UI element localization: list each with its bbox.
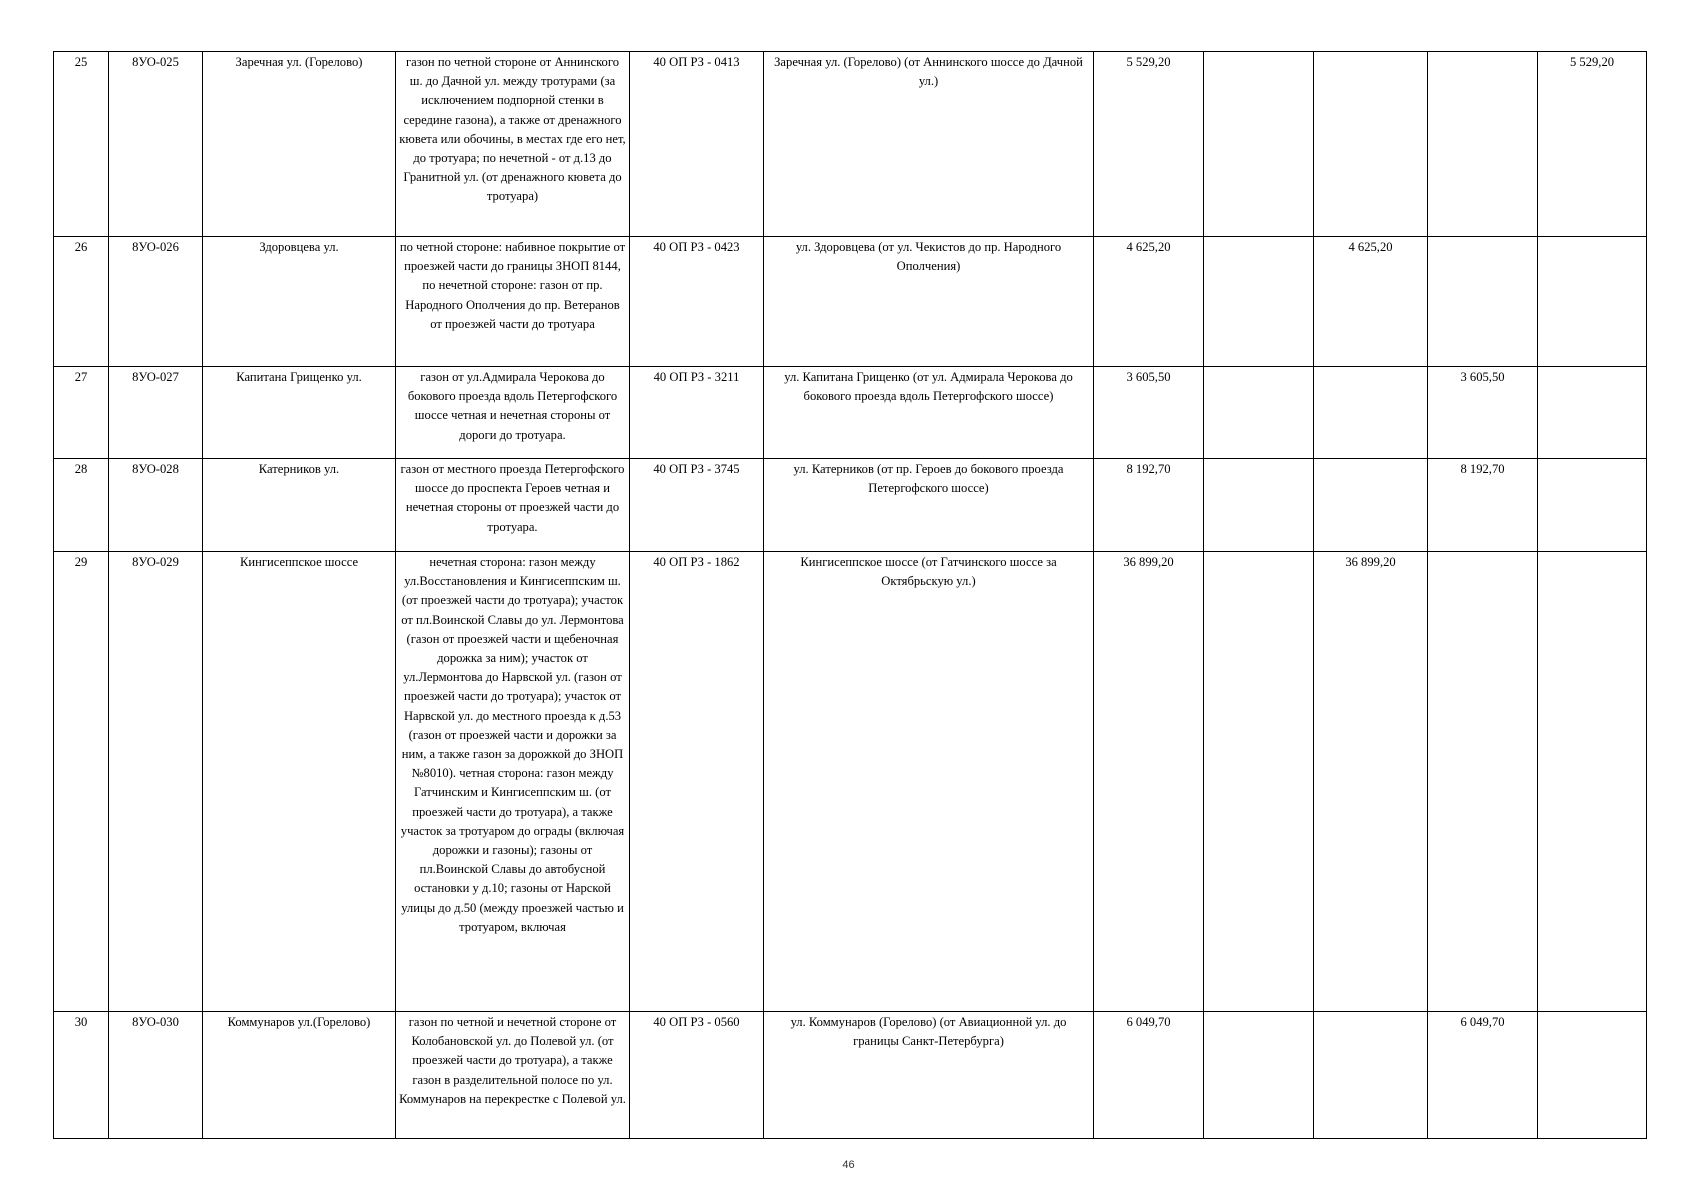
cell-area-col-4 [1538,367,1647,459]
table-row [54,237,1647,367]
cell-area-col-4 [1538,552,1647,1012]
cell-road-id: 40 ОП РЗ - 3211 [630,367,764,459]
cell-area-col-3: 3 605,50 [1428,367,1538,459]
cell-row-number: 27 [54,367,109,459]
cell-area-col-2 [1314,459,1428,552]
cell-area-col-1 [1204,459,1314,552]
cell-area-col-3: 8 192,70 [1428,459,1538,552]
cell-area-total: 6 049,70 [1094,1012,1204,1139]
cell-description-wrap [396,552,630,1012]
cell-row-number: 25 [54,52,109,237]
cell-area-col-1 [1204,52,1314,237]
table-row [54,367,1647,459]
table-row [54,52,1647,237]
cell-area-col-4 [1538,237,1647,367]
cell-road-name: ул. Коммунаров (Горелово) (от Авиационной ул. до границы Санкт-Петербурга) [764,1012,1094,1139]
cell-area-total: 3 605,50 [1094,367,1204,459]
cell-description: газон от местного проезда Петергофского шоссе до проспекта Героев четная и нечетная стороны от проезжей части до тротуара. [396,459,630,552]
cell-area-col-4 [1538,459,1647,552]
cell-road-name: ул. Капитана Грищенко (от ул. Адмирала Черокова до бокового проезда вдоль Петергофского шоссе) [764,367,1094,459]
cell-area-col-2 [1314,52,1428,237]
cell-description: по четной стороне: набивное покрытие от проезжей части до границы ЗНОП 8144, по нечетной стороне: газон от пр. Народного Ополчения до пр. Ветеранов от проезжей части до тротуара [396,237,630,367]
cell-object-code: 8УО-030 [109,1012,203,1139]
cell-area-col-1 [1204,1012,1314,1139]
cell-object-code: 8УО-029 [109,552,203,1012]
cell-object-name: Кингисеппское шоссе [203,552,396,1012]
cell-road-id: 40 ОП РЗ - 3745 [630,459,764,552]
cell-object-code: 8УО-026 [109,237,203,367]
cell-area-col-2 [1314,1012,1428,1139]
cell-object-name: Коммунаров ул.(Горелово) [203,1012,396,1139]
cell-road-name: Заречная ул. (Горелово) (от Аннинского шоссе до Дачной ул.) [764,52,1094,237]
cell-area-total: 36 899,20 [1094,552,1204,1012]
cell-description: газон от ул.Адмирала Черокова до бокового проезда вдоль Петергофского шоссе четная и нечетная стороны от дороги до тротуара. [407,370,618,442]
cell-area-col-3 [1428,237,1538,367]
cell-area-col-1 [1204,237,1314,367]
cell-object-code: 8УО-028 [109,459,203,552]
table-row [54,459,1647,552]
cell-description: газон по четной и нечетной стороне от Колобановской ул. до Полевой ул. (от проезжей части до тротуара), а также газон в разделительной полосе по ул. Коммунаров на перекрестке с Полевой ул. [399,1015,626,1106]
cell-area-col-3 [1428,552,1538,1012]
objects-table [53,51,1647,1139]
document-sheet [53,51,1646,1139]
cell-row-number: 29 [54,552,109,1012]
cell-object-code: 8УО-025 [109,52,203,237]
cell-object-name: Здоровцева ул. [203,237,396,367]
cell-road-id: 40 ОП РЗ - 0413 [630,52,764,237]
cell-row-number: 26 [54,237,109,367]
cell-description: нечетная сторона: газон между ул.Восстановления и Кингисеппским ш. (от проезжей части до тротуара); участок от пл.Воинской Славы до ул. Лермонтова (газон от проезжей части и щебеночная дорожка за ним); участок от ул.Лермонтова до Нарвской ул. (газон от проезжей части до тротуара); участок от Нарвской ул. до местного проезда к д.53 (газон от проезжей части и дорожки за ним, а также газон за дорожкой до ЗНОП №8010). четная сторона: газон между Гатчинским и Кингисеппским ш. (от проезжей части до тротуара), а также участок за тротуаром до ограды (включая дорожки и газоны); газоны от пл.Воинской Славы до автобусной остановки у д.10; газоны от Нарской улицы до д.50 (между проезжей частью и тротуаром, включая [400,555,625,934]
cell-description-wrap [396,1012,630,1139]
cell-row-number: 30 [54,1012,109,1139]
cell-area-col-2: 4 625,20 [1314,237,1428,367]
cell-area-total: 4 625,20 [1094,237,1204,367]
cell-object-name: Капитана Грищенко ул. [203,367,396,459]
cell-road-name: ул. Здоровцева (от ул. Чекистов до пр. Народного Ополчения) [764,237,1094,367]
cell-area-col-4 [1538,1012,1647,1139]
cell-road-id: 40 ОП РЗ - 0423 [630,237,764,367]
cell-object-name: Катерников ул. [203,459,396,552]
cell-description: газон по четной стороне от Аннинского ш. до Дачной ул. между тротурами (за исключением подпорной стенки в середине газона), а также от дренажного кювета или обочины, в местах где его нет, до тротуара; по нечетной - от д.13 до Гранитной ул. (от дренажного кювета до тротуара) [396,52,630,237]
cell-description-wrap [396,367,630,459]
cell-road-name: Кингисеппское шоссе (от Гатчинского шоссе за Октябрьскую ул.) [764,552,1094,1012]
cell-area-total: 5 529,20 [1094,52,1204,237]
cell-road-name: ул. Катерников (от пр. Героев до бокового проезда Петергофского шоссе) [764,459,1094,552]
cell-area-col-3 [1428,52,1538,237]
cell-row-number: 28 [54,459,109,552]
cell-area-col-3: 6 049,70 [1428,1012,1538,1139]
cell-road-id: 40 ОП РЗ - 0560 [630,1012,764,1139]
cell-area-col-2: 36 899,20 [1314,552,1428,1012]
cell-road-id: 40 ОП РЗ - 1862 [630,552,764,1012]
page-number: 46 [842,1159,855,1171]
cell-area-col-4: 5 529,20 [1538,52,1647,237]
table-row [54,552,1647,1012]
table-row [54,1012,1647,1139]
cell-area-col-1 [1204,367,1314,459]
cell-area-total: 8 192,70 [1094,459,1204,552]
cell-area-col-2 [1314,367,1428,459]
cell-area-col-1 [1204,552,1314,1012]
cell-object-code: 8УО-027 [109,367,203,459]
cell-object-name: Заречная ул. (Горелово) [203,52,396,237]
